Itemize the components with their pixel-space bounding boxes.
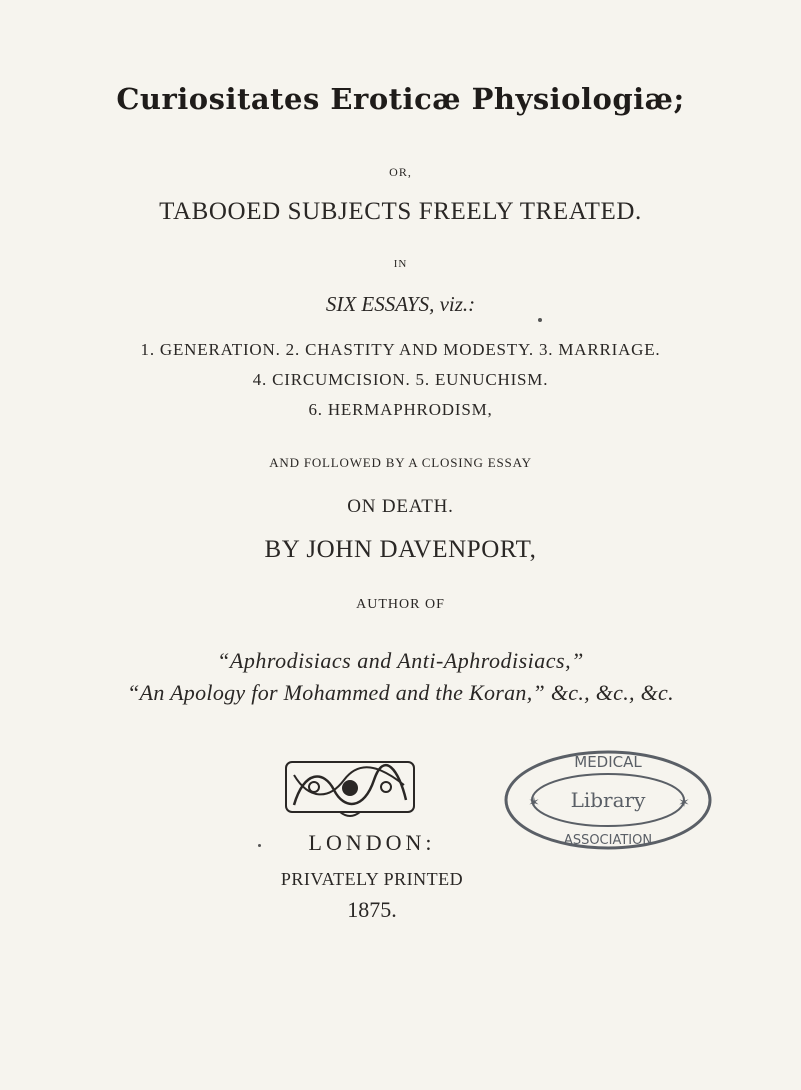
imprint-city: LONDON:	[308, 830, 436, 855]
speck-mark	[258, 844, 261, 847]
stamp-top-text: MEDICAL	[574, 753, 642, 771]
speck-mark	[538, 318, 542, 322]
imprint-year: 1875.	[347, 897, 397, 922]
stamp-bottom-text: ASSOCIATION	[563, 833, 653, 848]
in-connector: IN	[393, 258, 408, 270]
other-work-2: “An Apology for Mohammed and the Koran,” &c., &c., &c.	[127, 680, 674, 705]
stamp-middle-text: Library	[570, 788, 646, 812]
library-stamp	[498, 745, 718, 855]
star-left-icon: ✶	[528, 796, 540, 811]
essay-list-line-1: 1. GENERATION. 2. CHASTITY AND MODESTY. 3. MARRIAGE.	[140, 340, 661, 359]
printers-ornament	[284, 760, 416, 820]
six-essays-heading: SIX ESSAYS, viz.:	[325, 292, 476, 316]
author-byline: BY JOHN DAVENPORT,	[264, 536, 537, 563]
star-right-icon: ✶	[678, 796, 690, 811]
essay-list-line-2: 4. CIRCUMCISION. 5. EUNUCHISM.	[252, 370, 549, 389]
subtitle: TABOOED SUBJECTS FREELY TREATED.	[159, 198, 642, 225]
closing-essay-note: AND FOLLOWED BY A CLOSING ESSAY	[269, 455, 532, 470]
other-work-1: “Aphrodisiacs and Anti-Aphrodisiacs,”	[217, 648, 584, 673]
imprint-printed: PRIVATELY PRINTED	[280, 869, 464, 889]
author-of-label: AUTHOR OF	[356, 597, 445, 612]
or-connector: OR,	[389, 165, 412, 179]
closing-essay-title: ON DEATH.	[347, 496, 454, 517]
book-title: Curiositates Eroticæ Physiologiæ;	[116, 82, 685, 116]
essay-list-line-3: 6. HERMAPHRODISM,	[308, 400, 493, 419]
